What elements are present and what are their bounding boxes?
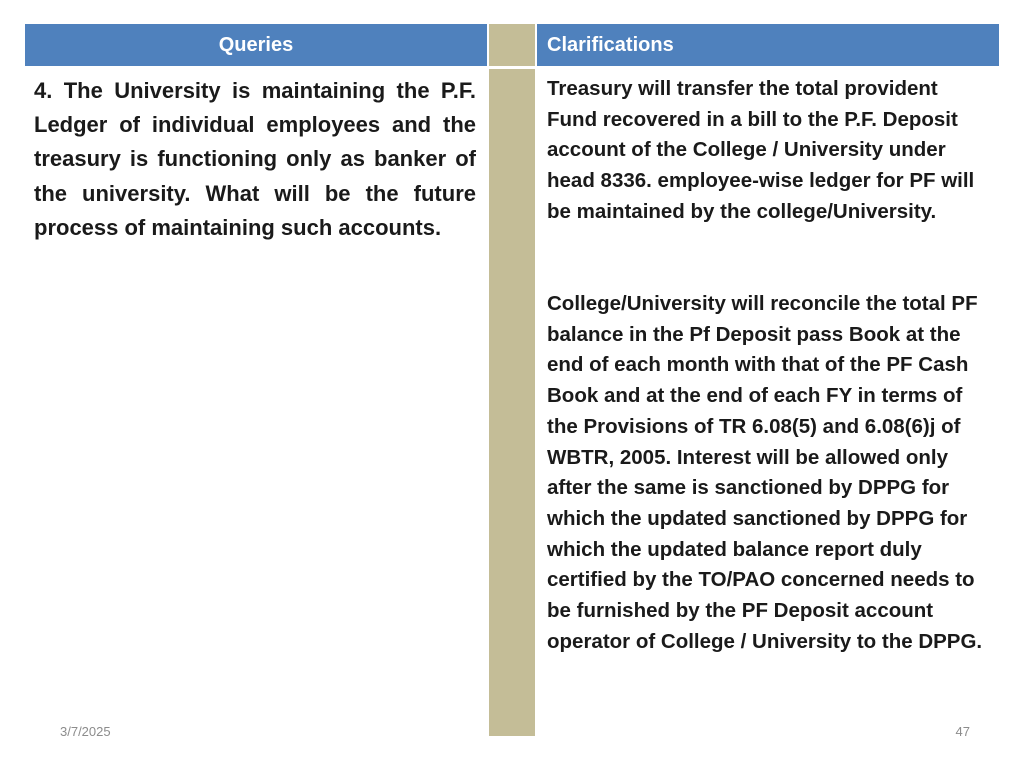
footer-date: 3/7/2025 — [60, 724, 111, 739]
clarifications-header-label: Clarifications — [547, 33, 674, 56]
clarification-paragraph-2: College/University will reconcile the total PF balance in the Pf Deposit pass Book at the end of each month with that of the PF Cash Book and at the end of each FY in terms of the Provisions of TR 6.08(5) and 6.08(6)j of WBTR, 2005. Interest will be allowed only after the same is sanctioned by DPPG for which the updated sanctioned by DPPG for which the updated balance report duly certified by the TO/PAO concerned needs to be furnished by the PF Deposit account operator of College / University to the DPPG. — [547, 292, 983, 653]
slide-number: 47 — [955, 724, 970, 739]
column-divider-gap — [489, 66, 535, 69]
clarification-paragraph-1: Treasury will transfer the total provident Fund recovered in a bill to the P.F. Deposit account of the College / University under head 8336. employee-wise ledger for PF will be maintained by the college/University. — [547, 77, 975, 223]
queries-header-label: Queries — [218, 33, 294, 56]
clarifications-header — [537, 24, 999, 66]
query-text: 4. The University is maintaining the P.F. Ledger of individual employees and the treasury is functioning only as banker of the university. What will be the future process of maintaining such accounts. — [34, 78, 476, 240]
column-divider — [489, 24, 535, 736]
queries-header — [25, 24, 487, 66]
